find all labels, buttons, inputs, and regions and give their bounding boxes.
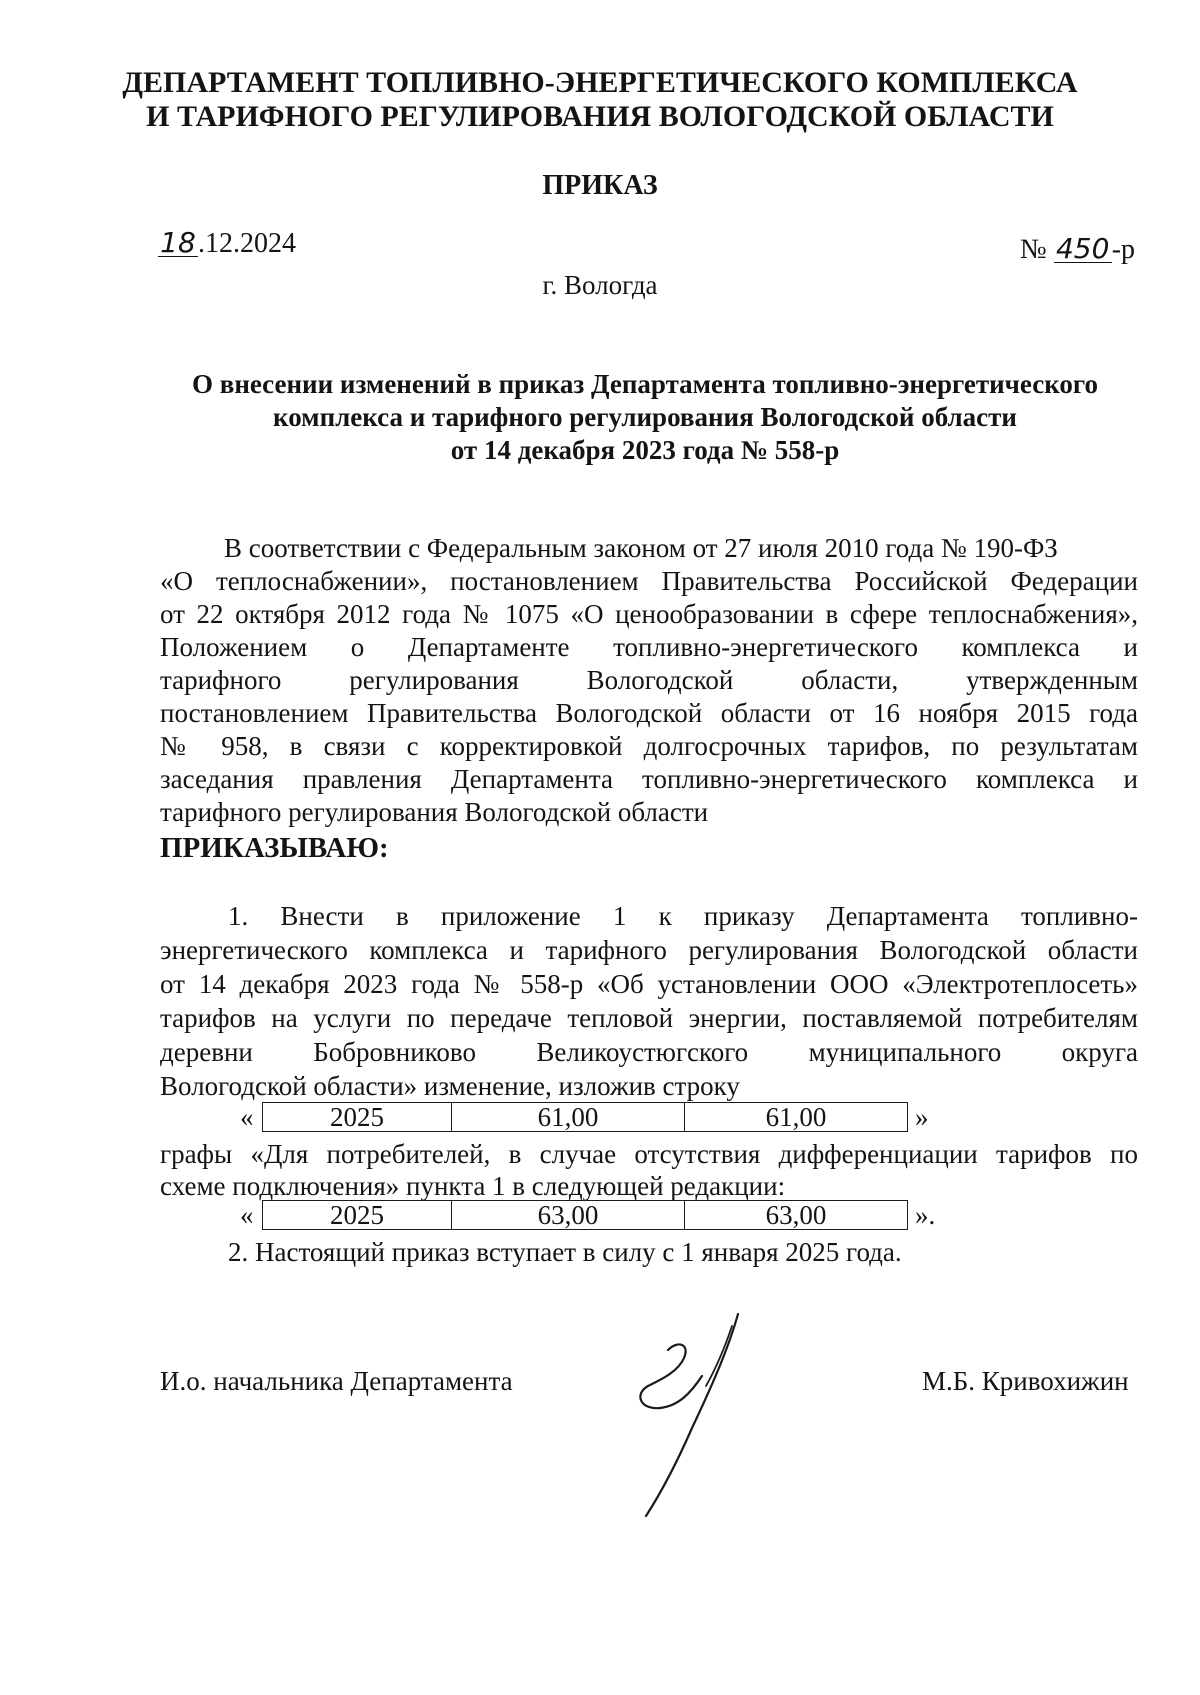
order-subject (150, 368, 1140, 467)
new-row-year: 2025 (263, 1201, 452, 1230)
number-suffix: -р (1111, 234, 1136, 265)
date-rest: .12.2024 (198, 228, 296, 259)
old-row-open-quote: « (240, 1102, 254, 1132)
item1-line: Вологодской области» изменение, изложив строку (160, 1071, 740, 1101)
document-number (1020, 234, 1135, 266)
old-row-close-quote: » (915, 1102, 929, 1132)
handwritten-signature (620, 1310, 770, 1520)
old-row-year: 2025 (263, 1103, 452, 1132)
item1-line: деревни Бобровниково Великоустюгского муниципального округа (160, 1037, 1138, 1067)
new-row-open-quote: « (240, 1200, 254, 1230)
document-date (158, 228, 296, 260)
department-header-line2: И ТАРИФНОГО РЕГУЛИРОВАНИЯ ВОЛОГОДСКОЙ ОБЛАСТИ (146, 100, 1054, 133)
old-tariff-row (262, 1102, 908, 1132)
signatory-position: И.о. начальника Департамента (160, 1366, 513, 1396)
preamble-line: № 958, в связи с корректировкой долгосрочных тарифов, по результатам (160, 731, 1138, 761)
item-2: 2. Настоящий приказ вступает в силу с 1 января 2025 года. (228, 1237, 902, 1267)
preamble-line: постановлением Правительства Вологодской области от 16 ноября 2015 года (160, 698, 1138, 728)
new-row-value-2: 63,00 (685, 1201, 908, 1230)
preamble-line: заседания правления Департамента топливно-энергетического комплекса и (160, 764, 1138, 794)
preamble-line: Положением о Департаменте топливно-энергетического комплекса и (160, 632, 1138, 662)
middle-line: графы «Для потребителей, в случае отсутствия дифференциации тарифов по (160, 1139, 1138, 1169)
order-word: ПРИКАЗЫВАЮ: (160, 832, 389, 864)
preamble-line: В соответствии с Федеральным законом от 27 июля 2010 года № 190-ФЗ (224, 533, 1058, 563)
old-row-value-1: 61,00 (452, 1103, 685, 1132)
old-row-value-2: 61,00 (685, 1103, 908, 1132)
preamble-line: от 22 октября 2012 года № 1075 «О ценообразовании в сфере теплоснабжения», (160, 599, 1138, 629)
number-prefix: № (1020, 234, 1047, 265)
subject-line1: О внесении изменений в приказ Департамента топливно-энергетического (191, 369, 1098, 399)
department-header-line1: ДЕПАРТАМЕНТ ТОПЛИВНО-ЭНЕРГЕТИЧЕСКОГО КОМПЛЕКСА (122, 66, 1078, 99)
preamble-line: тарифного регулирования Вологодской области (160, 797, 709, 827)
date-day-handwritten: 18 (158, 230, 198, 257)
item1-line: от 14 декабря 2023 года № 558-р «Об установлении ООО «Электротеплосеть» (160, 969, 1138, 999)
item1-line: тарифов на услуги по передаче тепловой энергии, поставляемой потребителям (160, 1003, 1138, 1033)
new-tariff-row (262, 1200, 908, 1230)
signatory-name: М.Б. Кривохижин (922, 1366, 1129, 1396)
subject-line2: комплекса и тарифного регулирования Вологодской области (273, 402, 1017, 432)
number-value-handwritten: 450 (1054, 236, 1112, 263)
department-header (0, 66, 1200, 134)
city: г. Вологда (542, 270, 658, 300)
document-title: ПРИКАЗ (542, 170, 658, 201)
item1-line: энергетического комплекса и тарифного регулирования Вологодской области (160, 935, 1138, 965)
preamble-line: «О теплоснабжении», постановлением Правительства Российской Федерации (160, 566, 1138, 596)
middle-line: схеме подключения» пункта 1 в следующей редакции: (160, 1171, 786, 1201)
subject-line3: от 14 декабря 2023 года № 558-р (450, 435, 840, 465)
new-row-value-1: 63,00 (452, 1201, 685, 1230)
preamble-line: тарифного регулирования Вологодской области, утвержденным (160, 665, 1138, 695)
new-row-close-quote: ». (915, 1200, 936, 1230)
item1-line: 1. Внести в приложение 1 к приказу Департамента топливно- (228, 901, 1138, 931)
